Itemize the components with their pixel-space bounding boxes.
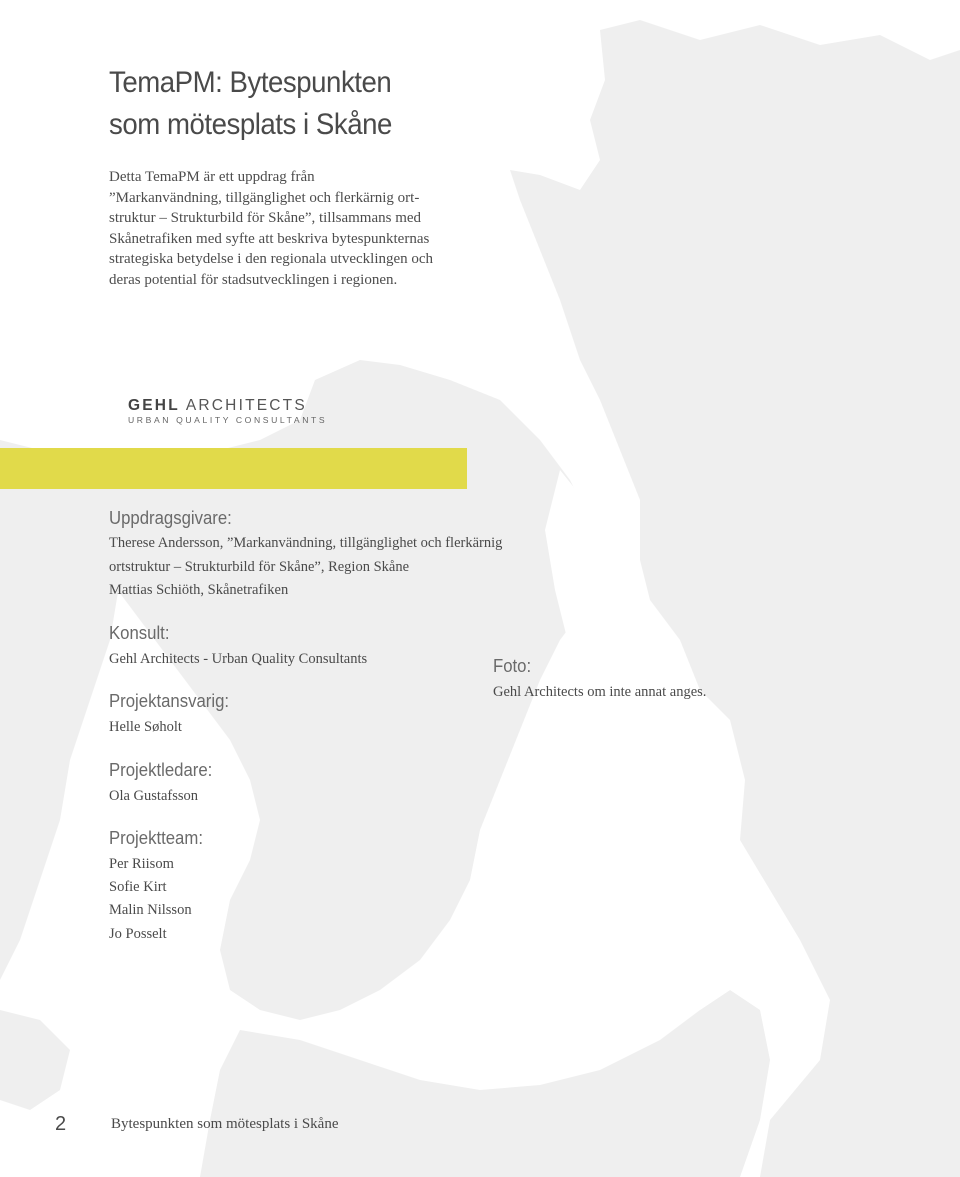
projektteam-member: Malin Nilsson: [109, 902, 192, 918]
projektteam-heading: Projektteam:: [109, 828, 203, 848]
intro-line: ”Markanvändning, tillgänglighet och flerkärnig ort-: [109, 189, 420, 206]
gehl-architects-logo: [128, 397, 327, 425]
konsult-heading: Konsult:: [109, 623, 170, 643]
title-line: som mötesplats i Skåne: [109, 108, 392, 141]
intro-line: struktur – Strukturbild för Skåne”, tillsammans med: [109, 210, 422, 226]
uppdragsgivare-heading: Uppdragsgivare:: [109, 508, 232, 528]
konsult-value: Gehl Architects - Urban Quality Consultants: [109, 651, 368, 667]
projektansvarig-heading: Projektansvarig:: [109, 691, 230, 711]
title-line: TemaPM: Bytespunkten: [109, 66, 392, 99]
intro-line: strategiska betydelse i den regionala utvecklingen och: [109, 251, 434, 267]
foto-value: Gehl Architects om inte annat anges.: [493, 684, 707, 700]
uppdragsgivare-line: ortstruktur – Strukturbild för Skåne”, Region Skåne: [109, 559, 410, 575]
logo-subtitle: URBAN QUALITY CONSULTANTS: [128, 415, 328, 425]
logo-wordmark: [128, 397, 327, 415]
page-title: [109, 62, 392, 146]
logo-bold: GEHL: [128, 397, 180, 414]
projektteam-member: Sofie Kirt: [109, 879, 167, 895]
projektansvarig-value: Helle Søholt: [109, 719, 182, 735]
intro-paragraph: [109, 167, 433, 290]
projektteam-member: Per Riisom: [109, 856, 174, 872]
projektledare-heading: Projektledare:: [109, 760, 213, 780]
intro-line: Detta TemaPM är ett uppdrag från: [109, 169, 315, 185]
page-number: 2: [55, 1113, 67, 1135]
accent-band: [0, 448, 467, 489]
projektledare-value: Ola Gustafsson: [109, 788, 199, 804]
intro-line: Skånetrafiken med syfte att beskriva bytespunkternas: [109, 230, 430, 247]
uppdragsgivare-line: Therese Andersson, ”Markanvändning, tillgänglighet och flerkärnig: [109, 535, 503, 551]
logo-light: ARCHITECTS: [185, 397, 307, 414]
foto-heading: Foto:: [493, 656, 532, 676]
uppdragsgivare-line: Mattias Schiöth, Skånetrafiken: [109, 582, 289, 598]
projektteam-member: Jo Posselt: [109, 926, 167, 942]
intro-line: deras potential för stadsutvecklingen i regionen.: [109, 271, 398, 288]
footer-text: Bytespunkten som mötesplats i Skåne: [111, 1116, 339, 1132]
